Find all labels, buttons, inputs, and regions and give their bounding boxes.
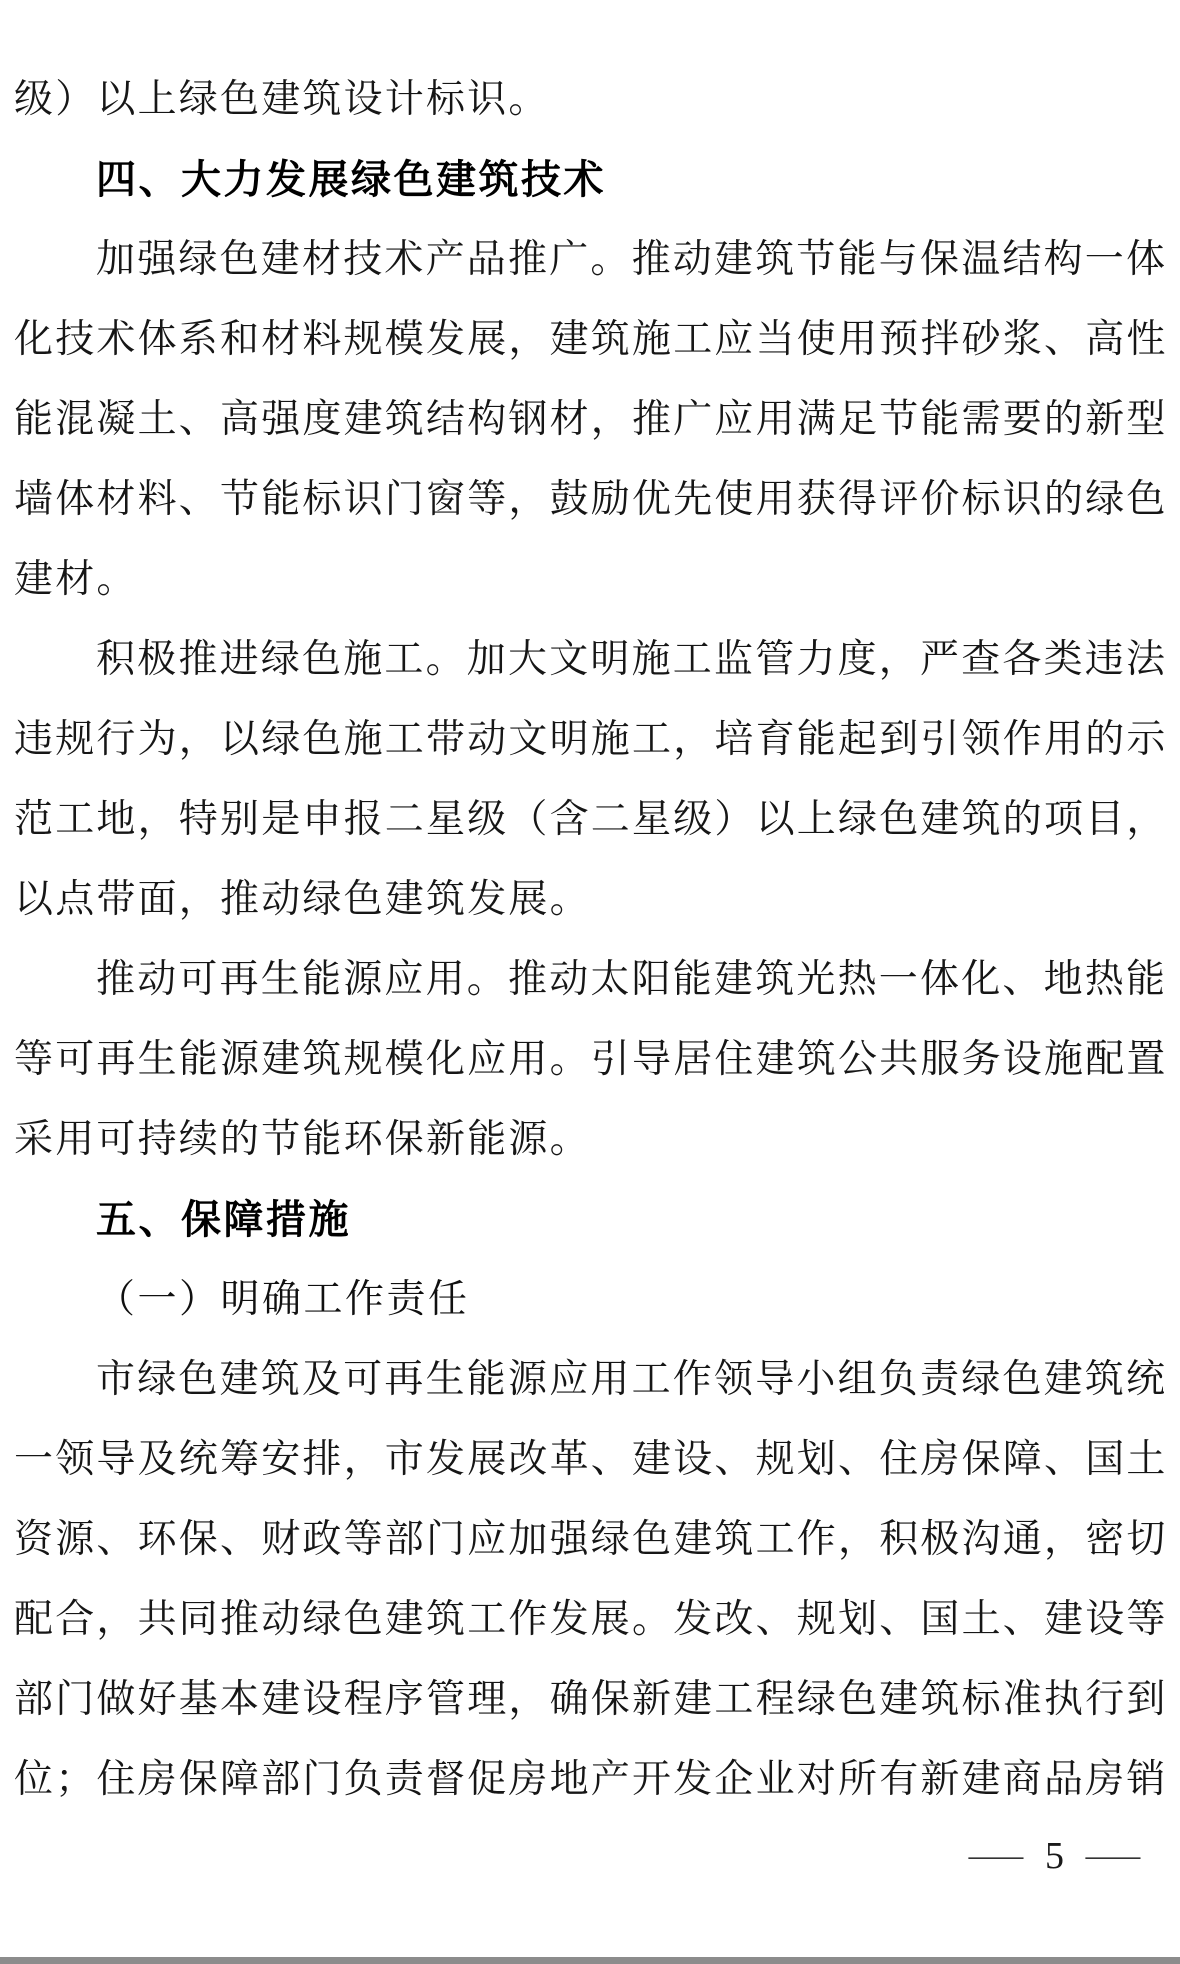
text-line: 四、大力发展绿色建筑技术 (96, 158, 606, 202)
text-line: （一）明确工作责任 (96, 1278, 470, 1321)
bottom-bar (0, 1957, 1180, 1964)
text-line: 五、保障措施 (96, 1198, 351, 1242)
footer-dash-right: — (1085, 1837, 1141, 1874)
text-line: 化技术体系和材料规模发展，建筑施工应当使用预拌砂浆、高性 (14, 318, 1168, 361)
text-line: 积极推进绿色施工。加大文明施工监管力度，严查各类违法 (96, 638, 1168, 681)
text-line: 资源、环保、财政等部门应加强绿色建筑工作，积极沟通，密切 (14, 1518, 1168, 1561)
text-line: 范工地，特别是申报二星级（含二星级）以上绿色建筑的项目， (14, 798, 1168, 841)
text-line: 墙体材料、节能标识门窗等，鼓励优先使用获得评价标识的绿色 (14, 478, 1168, 521)
text-line: 能混凝土、高强度建筑结构钢材，推广应用满足节能需要的新型 (14, 398, 1168, 441)
footer-dash-left: — (968, 1837, 1024, 1874)
text-line: 采用可持续的节能环保新能源。 (14, 1118, 591, 1161)
text-line: 级）以上绿色建筑设计标识。 (14, 78, 550, 121)
text-line: 建材。 (14, 558, 138, 601)
text-line: 违规行为，以绿色施工带动文明施工，培育能起到引领作用的示 (14, 718, 1168, 761)
page-footer (968, 1832, 1141, 1880)
document-body (0, 60, 1180, 1820)
text-line: 配合，共同推动绿色建筑工作发展。发改、规划、国土、建设等 (14, 1598, 1168, 1641)
page-number: 5 (1045, 1835, 1064, 1877)
text-line: 等可再生能源建筑规模化应用。引导居住建筑公共服务设施配置 (14, 1038, 1168, 1081)
text-line: 部门做好基本建设程序管理，确保新建工程绿色建筑标准执行到 (14, 1678, 1168, 1721)
text-line: 市绿色建筑及可再生能源应用工作领导小组负责绿色建筑统 (96, 1358, 1168, 1401)
text-line: 位；住房保障部门负责督促房地产开发企业对所有新建商品房销 (14, 1758, 1168, 1801)
text-line: 推动可再生能源应用。推动太阳能建筑光热一体化、地热能 (96, 958, 1168, 1001)
text-line: 一领导及统筹安排，市发展改革、建设、规划、住房保障、国土 (14, 1438, 1168, 1481)
text-line: 以点带面，推动绿色建筑发展。 (14, 878, 591, 921)
text-line: 加强绿色建材技术产品推广。推动建筑节能与保温结构一体 (96, 238, 1168, 281)
